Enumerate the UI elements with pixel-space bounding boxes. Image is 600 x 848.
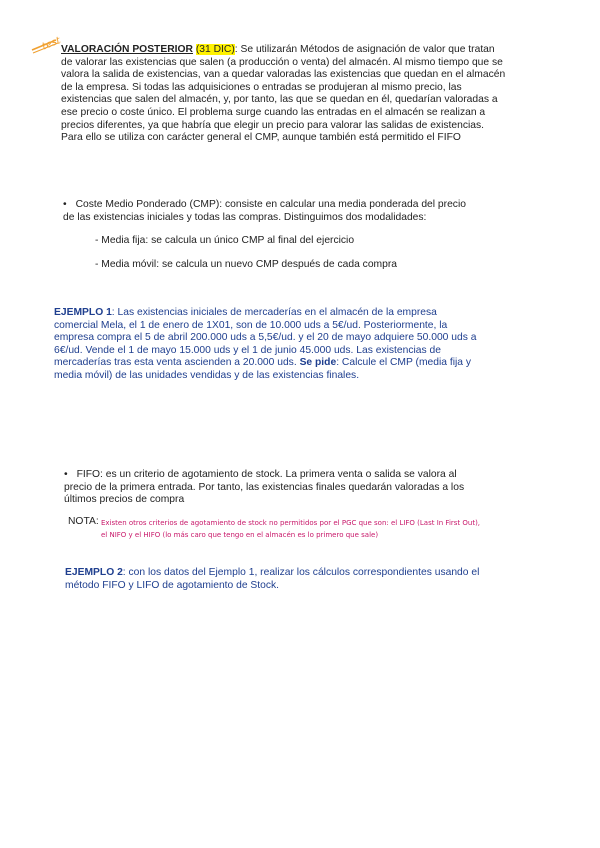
example-2-label: EJEMPLO 2 <box>65 567 123 578</box>
bullet-icon: • <box>64 469 68 480</box>
cmp-item-fija: - Media fija: se calcula un único CMP al final del ejercicio <box>95 235 355 246</box>
example-2-paragraph <box>65 567 481 592</box>
example-1-ask-text: : Calcule el CMP (media fija y media móvil) de las unidades vendidas y de las existencias finales. <box>54 357 472 381</box>
note-label: NOTA: <box>68 516 99 527</box>
example-1-text: : Las existencias iniciales de mercaderías en el almacén de la empresa comercial Mela, el 1 de enero de 1X01, son de 10.000 uds a 5€/ud. Posteriormente, la empresa compra el 5 de abril 200.000 uds a 5,5€/ud. y el 20 de mayo adquiere 50.000 uds a 6€/ud. Vende el 1 de mayo 15.000 uds y el 1 de junio 45.000 uds. Las existencias de mercaderías tras esta venta ascienden a 20.000 uds. <box>54 307 477 369</box>
bullet-icon: • <box>63 199 67 210</box>
example-1-ask-label: Se pide <box>299 357 337 369</box>
example-1-label: EJEMPLO 1 <box>54 307 112 318</box>
fifo-text: FIFO: es un criterio de agotamiento de stock. La primera venta o salida se valora al precio de la primera entrada. Por tanto, las existencias finales quedarán valoradas a los últimos precios de compra <box>64 469 465 506</box>
cmp-item-movil: - Media móvil: se calcula un nuevo CMP después de cada compra <box>95 259 398 270</box>
test-stamp-icon <box>30 34 64 56</box>
date-tag: (31 DIC) <box>195 44 235 55</box>
note-line-2: el NIFO y el HIFO (lo más caro que tengo en el almacén es lo primero que sale) <box>101 531 379 539</box>
cmp-bullet-paragraph <box>63 199 467 224</box>
example-1-paragraph <box>54 307 480 383</box>
intro-text: Se utilizarán Métodos de asignación de valor que tratan de valorar las existencias que salen (a producción o venta) del almacén. Al mismo tiempo que se valora la salida de existencias, van a quedar valoradas las existencias que quedan en el almacén de la empresa. Si todas las adquisiciones o entradas se produjeran al mismo precio, las existencias que salen del almacén, y, por tanto, las que se quedan en él, quedarían valoradas a ese precio o coste único. El problema surge cuando las entradas en el almacén se realizan a precios diferentes, ya que habría que elegir un precio para valorar las salidas de existencias. Para ello se utiliza con carácter general el CMP, aunque también está permitido el FIFO <box>61 44 506 144</box>
note-line-1: Existen otros criterios de agotamiento de stock no permitidos por el PGC que son: el LIFO (Last In First Out), <box>101 519 481 527</box>
cmp-text: Coste Medio Ponderado (CMP): consiste en calcular una media ponderada del precio de las existencias iniciales y todas las compras. Distinguimos dos modalidades: <box>63 199 466 223</box>
fifo-bullet-paragraph <box>64 469 468 507</box>
example-2-text: : con los datos del Ejemplo 1, realizar los cálculos correspondientes usando el método FIFO y LIFO de agotamiento de Stock. <box>65 567 480 591</box>
section-title: VALORACIÓN POSTERIOR <box>61 44 193 55</box>
stamp-word: test <box>40 35 63 53</box>
intro-paragraph: VALORACIÓN POSTERIOR (31 DIC): Se utilizarán Métodos de asignación de valor que tratan de valorar las existencias que salen (a producción o venta) del almacén. Al mismo tiempo que se valora la salida de existencias, van a quedar valoradas las existencias que quedan en el almacén de la empresa. Si todas las adquisiciones o entradas se produjeran al mismo precio, las existencias que salen del almacén, y, por tanto, las que se quedan en él, quedarían valoradas a ese precio o coste único. El problema surge cuando las entradas en el almacén se realizan a precios diferentes, ya que habría que elegir un precio para valorar las salidas de existencias. Para ello se utiliza con carácter general el CMP, aunque también está permitido el FIFO <box>61 44 506 144</box>
